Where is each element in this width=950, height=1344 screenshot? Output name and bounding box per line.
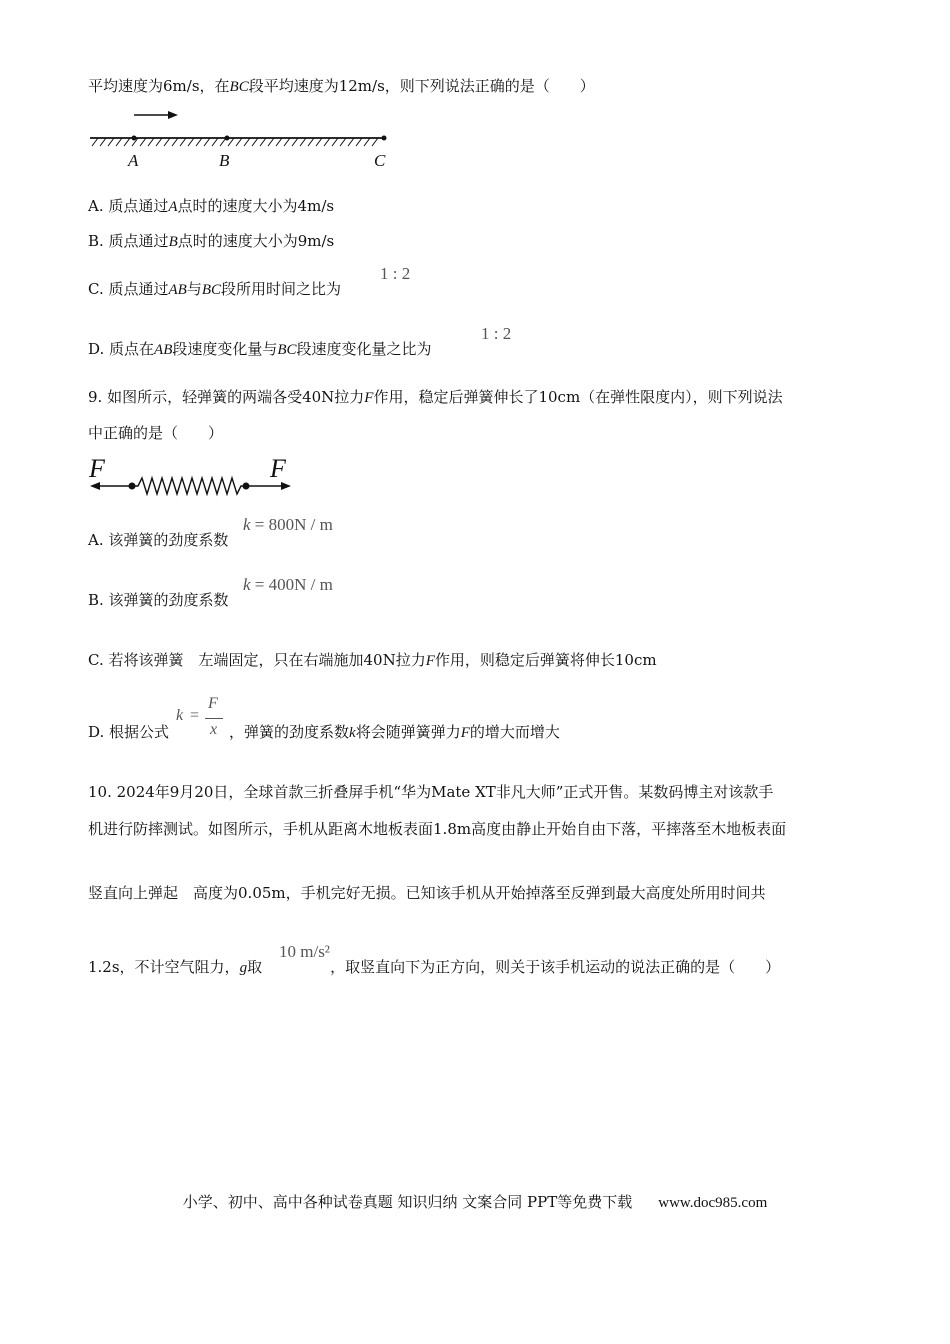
q9-stem-line2: 中正确的是（ ） [88,424,224,442]
q8-option-c: C. 质点通过AB与BC段所用时间之比为 [88,280,342,298]
q9-label-right-f: F [270,454,286,483]
q9-option-b-formula: k = 400N / m [243,575,333,594]
q10-stem-line3: 竖直向上弹起 高度为0.05m，手机完好无损。已知该手机从开始掉落至反弹到最大高度处所用时间共 [88,884,766,902]
q8-option-c-ratio: 1 : 2 [380,264,411,283]
q9-stem-line1: 9. 如图所示，轻弹簧的两端各受40N拉力F作用，稳定后弹簧伸长了10cm（在弹性限度内），则下列说法 [88,388,783,406]
page-footer [0,1191,950,1212]
q8-option-a: A. 质点通过A点时的速度大小为4m/s [88,197,335,215]
q9-label-left-f: F [89,454,105,483]
q9-option-c: C. 若将该弹簧 左端固定，只在右端施加40N拉力F作用，则稳定后弹簧将伸长10cm [88,651,657,669]
q9-option-a: A. 该弹簧的劲度系数 [88,531,229,549]
q10-stem-line4: 1.2s，不计空气阻力，g取 ，取竖直向下为正方向，则关于该手机运动的说法正确的是（ ） [88,958,781,976]
q8-track-figure [88,104,398,174]
q9-option-a-formula: k = 800N / m [243,515,333,534]
q8-label-b: B [219,151,230,170]
q9-option-d: D. 根据公式 ，弹簧的劲度系数k将会随弹簧弹力F的增大而增大 [88,723,560,741]
q8-option-d: D. 质点在AB段速度变化量与BC段速度变化量之比为 [88,340,432,358]
footer-text: 小学、初中、高中各种试卷真题 知识归纳 文案合同 PPT等免费下载 [182,1193,633,1211]
q10-g-value: 10 m/s² [279,942,330,961]
q8-stem-tail: 平均速度为6m/s，在BC段平均速度为12m/s，则下列说法正确的是（ ） [88,77,595,95]
q8-label-c: C [374,151,386,170]
q9-option-b: B. 该弹簧的劲度系数 [88,591,229,609]
q9-spring-figure [86,452,302,502]
q8-option-b: B. 质点通过B点时的速度大小为9m/s [88,232,335,250]
q10-stem-line2: 机进行防摔测试。如图所示，手机从距离木地板表面1.8m高度由静止开始自由下落，平摔落至木地板表面 [88,820,787,838]
q8-label-a: A [128,151,139,170]
q10-stem-line1: 10. 2024年9月20日，全球首款三折叠屏手机“华为Mate XT非凡大师”正式开售。某数码博主对该款手 [88,783,774,801]
footer-url[interactable]: www.doc985.com [658,1195,768,1211]
q8-option-d-ratio: 1 : 2 [481,324,512,343]
